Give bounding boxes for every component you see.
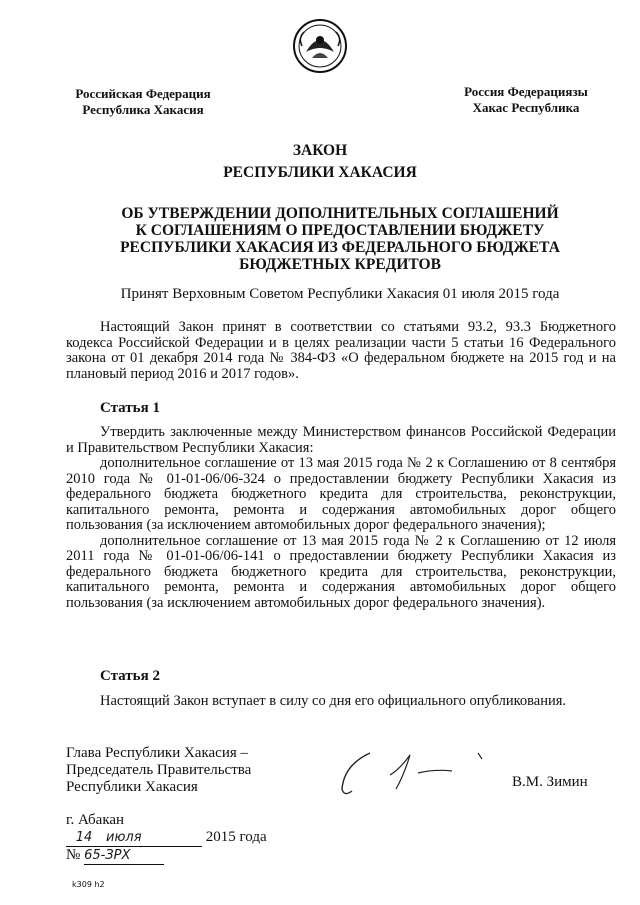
law-number-value: 65-ЗРХ — [84, 847, 164, 865]
article-1-intro: Утвердить заключенные между Министерством финансов Российской Федерации и Правительством Республики Хакасия: — [66, 424, 616, 456]
signatory-line2: Председатель Правительства — [66, 762, 252, 778]
handwritten-signature — [330, 745, 500, 805]
header-right — [446, 84, 606, 116]
subject-line4: БЮДЖЕТНЫХ КРЕДИТОВ — [239, 256, 441, 273]
article-1-body — [66, 425, 616, 611]
article-2-heading: Статья 2 — [100, 668, 160, 684]
header-right-line2: Хакас Республика — [472, 100, 580, 115]
article-2-text: Настоящий Закон вступает в силу со дня его официального опубликования. — [100, 693, 567, 709]
law-subject — [60, 205, 620, 273]
article-1-item-1: дополнительное соглашение от 13 мая 2015 года № 2 к Соглашению от 8 сентября 2010 года № 01-01-06/06-324 о предоставлении бюджету Республики Хакасия из федерального бюджета бюджетного кредита для строительства, реконструкции, капитального ремонта, ремонта и содержания автомобильных дорог общего пользования (за исключением автомобильных дорог федерального значения); — [66, 455, 616, 533]
place-date-block — [66, 812, 267, 865]
signatory-line1: Глава Республики Хакасия – — [66, 745, 249, 761]
subject-line1: ОБ УТВЕРЖДЕНИИ ДОПОЛНИТЕЛЬНЫХ СОГЛАШЕНИЙ — [121, 205, 559, 222]
adoption-line: Принят Верховным Советом Республики Хакасия 01 июля 2015 года — [120, 286, 560, 302]
subject-line3: РЕСПУБЛИКИ ХАКАСИЯ ИЗ ФЕДЕРАЛЬНОГО БЮДЖЕТА — [120, 239, 560, 256]
law-title-republic: РЕСПУБЛИКИ ХАКАСИЯ — [223, 164, 417, 181]
law-number — [66, 847, 267, 865]
header-left — [58, 86, 228, 118]
header-left-line1: Российская Федерация — [75, 86, 211, 101]
city: г. Абакан — [66, 812, 125, 828]
date-month: июля — [102, 829, 202, 847]
signatory-name: В.М. Зимин — [512, 774, 588, 790]
article-1-heading: Статья 1 — [100, 400, 160, 416]
date-year: 2015 года — [205, 829, 267, 845]
article-1-item-2: дополнительное соглашение от 13 мая 2015 года № 2 к Соглашению от 12 июля 2011 года № 01-01-06/06-141 о предоставлении бюджету Республики Хакасия из федерального бюджета бюджетного кредита для строительства, реконструкции, капитального ремонта, ремонта и содержания автомобильных дорог общего пользования (за исключением автомобильных дорог федерального значения). — [66, 532, 616, 611]
document-code: k309 h2 — [72, 880, 105, 889]
header-left-line2: Республика Хакасия — [82, 102, 204, 117]
preamble: Настоящий Закон принят в соответствии со статьями 93.2, 93.3 Бюджетного кодекса Российской Федерации и в целях реализации части 5 статьи 16 Федерального закона от 01 декабря 2014 года № 384-ФЗ «О федеральном бюджете на 2015 год и на плановый период 2016 и 2017 годов». — [66, 319, 616, 382]
signing-date — [66, 829, 267, 847]
date-day: 14 — [66, 829, 102, 847]
subject-line2: К СОГЛАШЕНИЯМ О ПРЕДОСТАВЛЕНИИ БЮДЖЕТУ — [135, 222, 545, 239]
header-right-line1: Россия Федерациязы — [464, 84, 588, 99]
law-number-prefix: № — [66, 847, 81, 863]
signatory-line3: Республики Хакасия — [66, 779, 198, 795]
coat-of-arms-emblem — [292, 18, 348, 74]
signatory-title — [66, 745, 251, 796]
law-title: ЗАКОН — [292, 142, 348, 159]
